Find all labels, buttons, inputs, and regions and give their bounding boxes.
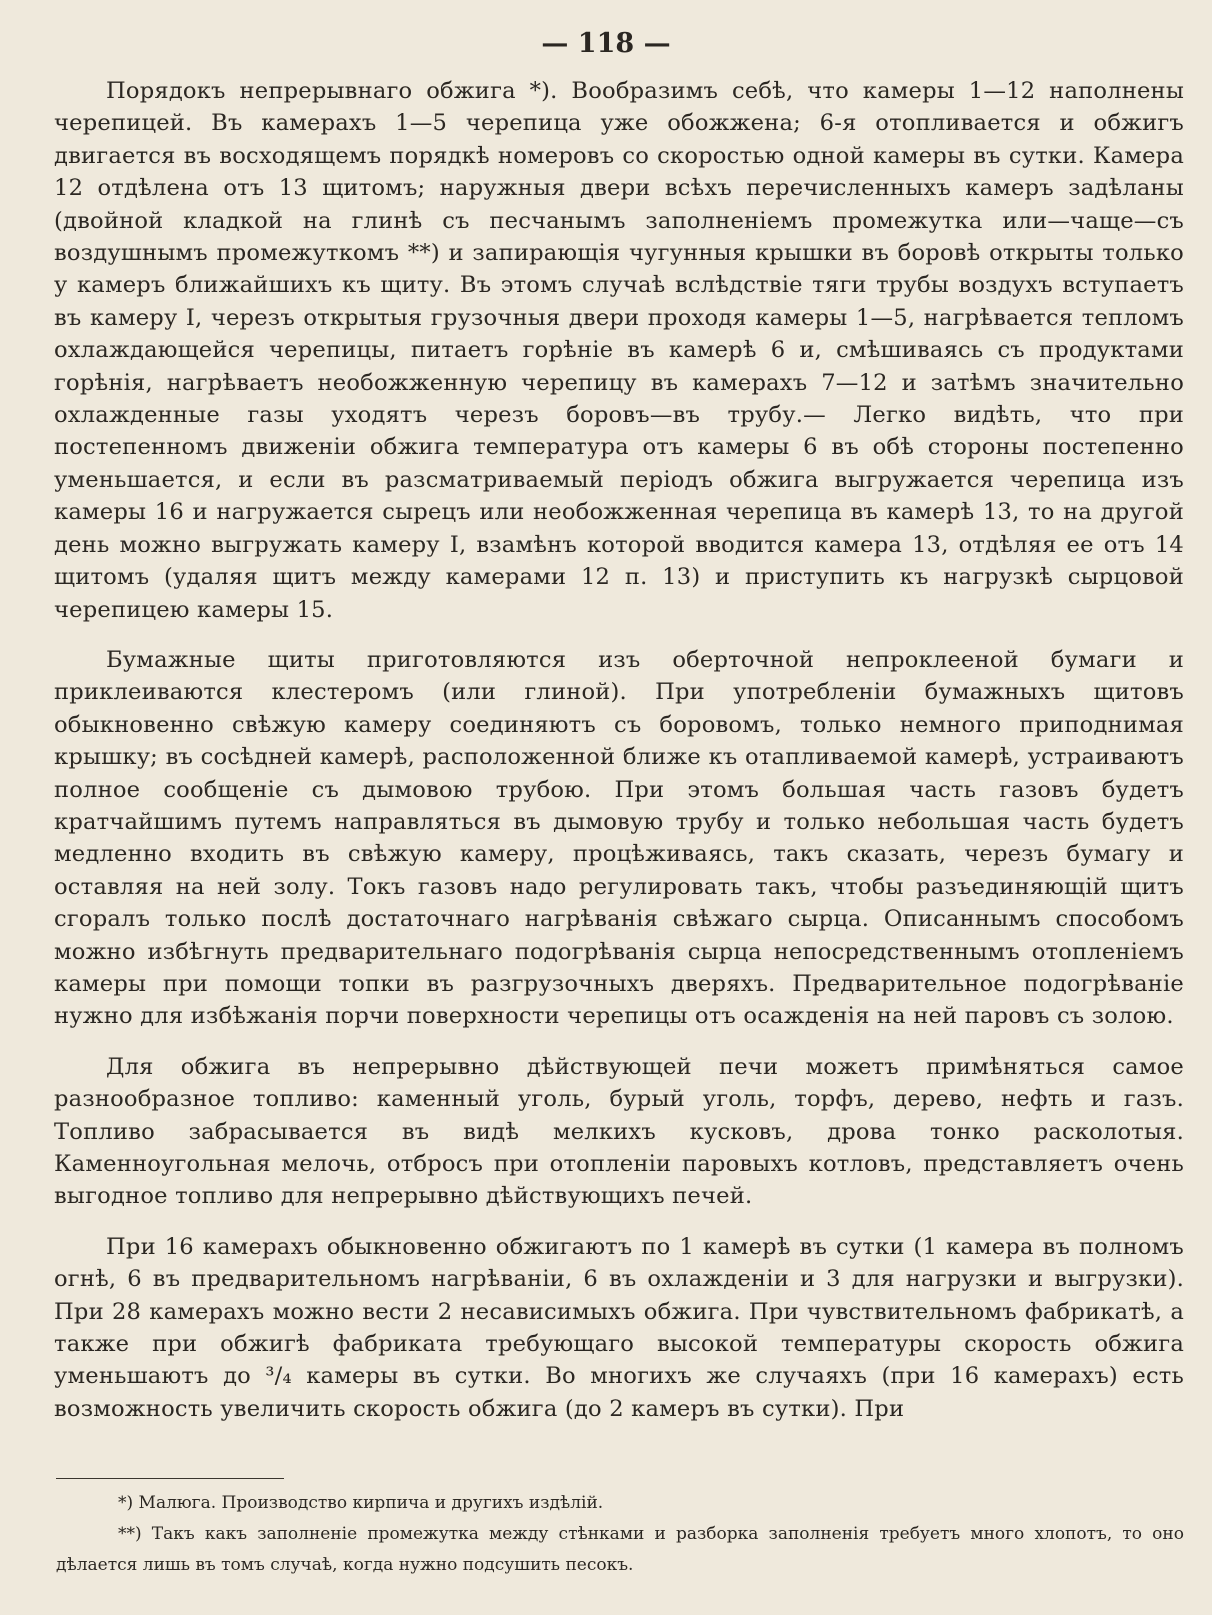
footnote-divider [56,1478,284,1479]
paragraph-continuous-firing: Порядокъ непрерывнаго обжига *). Вообразимъ себѣ, что камеры 1—12 наполнены черепицей. Въ камерахъ 1—5 черепица уже обожжена; 6-я отопливается и обжигъ двигается въ восходящемъ порядкѣ номеровъ со скоростью одной камеры въ сутки. Камера 12 отдѣлена отъ 13 щитомъ; наружныя двери всѣхъ перечисленныхъ камеръ задѣланы (двойной кладкой на глинѣ съ песчанымъ заполненіемъ промежутка или—чаще—съ воздушнымъ промежуткомъ **) и запирающія чугунныя крышки въ боровѣ открыты только у камеръ ближайшихъ къ щиту. Въ этомъ случаѣ вслѣдствіе тяги трубы воздухъ вступаетъ въ камеру I, черезъ открытыя грузочныя двери проходя камеры 1—5, нагрѣвается тепломъ охлаждающейся черепицы, питаетъ горѣніе въ камерѣ 6 и, смѣшиваясь съ продуктами горѣнія, нагрѣваетъ необожженную черепицу въ камерахъ 7—12 и затѣмъ значительно охлажденные газы уходятъ черезъ боровъ—въ трубу.— Легко видѣть, что при постепенномъ движеніи обжига температура отъ камеры 6 въ обѣ стороны постепенно уменьшается, и если въ разсматриваемый періодъ обжига выгружается черепица изъ камеры 16 и нагружается сырецъ или необожженная черепица въ камерѣ 13, то на другой день можно выгружать камеру I, взамѣнъ которой вводится камера 13, отдѣляя ее отъ 14 щитомъ (удаляя щитъ между камерами 12 п. 13) и приступить къ нагрузкѣ сырцовой черепицею камеры 15. [54,78,1184,623]
footnote-1: *) Малюга. Производство кирпича и другихъ издѣлій. [118,1493,604,1513]
page-number: — 118 — [541,28,671,59]
paragraph-fuel: Для обжига въ непрерывно дѣйствующей печи можетъ примѣняться самое разнообразное топливо: каменный уголь, бурый уголь, торфъ, дерево, нефть и газъ. Топливо забрасывается въ видѣ мелкихъ кусковъ, дрова тонко расколотыя. Каменноугольная мелочь, отбросъ при отопленіи паровыхъ котловъ, представляетъ очень выгодное топливо для непрерывно дѣйствующихъ печей. [54,1053,1184,1210]
paragraph-firing-speed: При 16 камерахъ обыкновенно обжигаютъ по 1 камерѣ въ сутки (1 камера въ полномъ огнѣ, 6 въ предварительномъ нагрѣваніи, 6 въ охлажденіи и 3 для нагрузки и выгрузки). При 28 камерахъ можно вести 2 несависимыхъ обжига. При чувствительномъ фабрикатѣ, а также при обжигѣ фабриката требующаго высокой температуры скорость обжига уменьшаютъ до ³/₄ камеры въ сутки. Во многихъ же случаяхъ (при 16 камерахъ) есть возможность увеличить скорость обжига (до 2 камеръ въ сутки). При [54,1233,1184,1422]
paragraph-paper-shields: Бумажные щиты приготовляются изъ оберточной непроклееной бумаги и приклеиваются клестеромъ (или глиной). При употребленіи бумажныхъ щитовъ обыкновенно свѣжую камеру соединяютъ съ боровомъ, только немного приподнимая крышку; въ сосѣдней камерѣ, расположенной ближе къ отапливаемой камерѣ, устраиваютъ полное сообщеніе съ дымовою трубою. При этомъ большая часть газовъ будетъ кратчайшимъ путемъ направляться въ дымовую трубу и только небольшая часть будетъ медленно входить въ свѣжую камеру, процѣживаясь, такъ сказать, черезъ бумагу и оставляя на ней золу. Токъ газовъ надо регулировать такъ, чтобы разъединяющій щитъ сгоралъ только послѣ достаточнаго нагрѣванія свѣжаго сырца. Описаннымъ способомъ можно избѣгнуть предварительнаго подогрѣванія сырца непосредственнымъ отопленіемъ камеры при помощи топки въ разгрузочныхъ дверяхъ. Предварительное подогрѣваніе нужно для избѣжанія порчи поверхности черепицы отъ осажденія на ней паровъ съ золою. [54,646,1184,1030]
main-text [54,75,1184,1443]
footnotes [56,1488,1184,1581]
footnote-2: **) Такъ какъ заполненіе промежутка между стѣнками и разборка заполненія требуетъ много хлопотъ, то оно дѣлается лишь въ томъ случаѣ, когда нужно подсушить песокъ. [56,1524,1184,1575]
